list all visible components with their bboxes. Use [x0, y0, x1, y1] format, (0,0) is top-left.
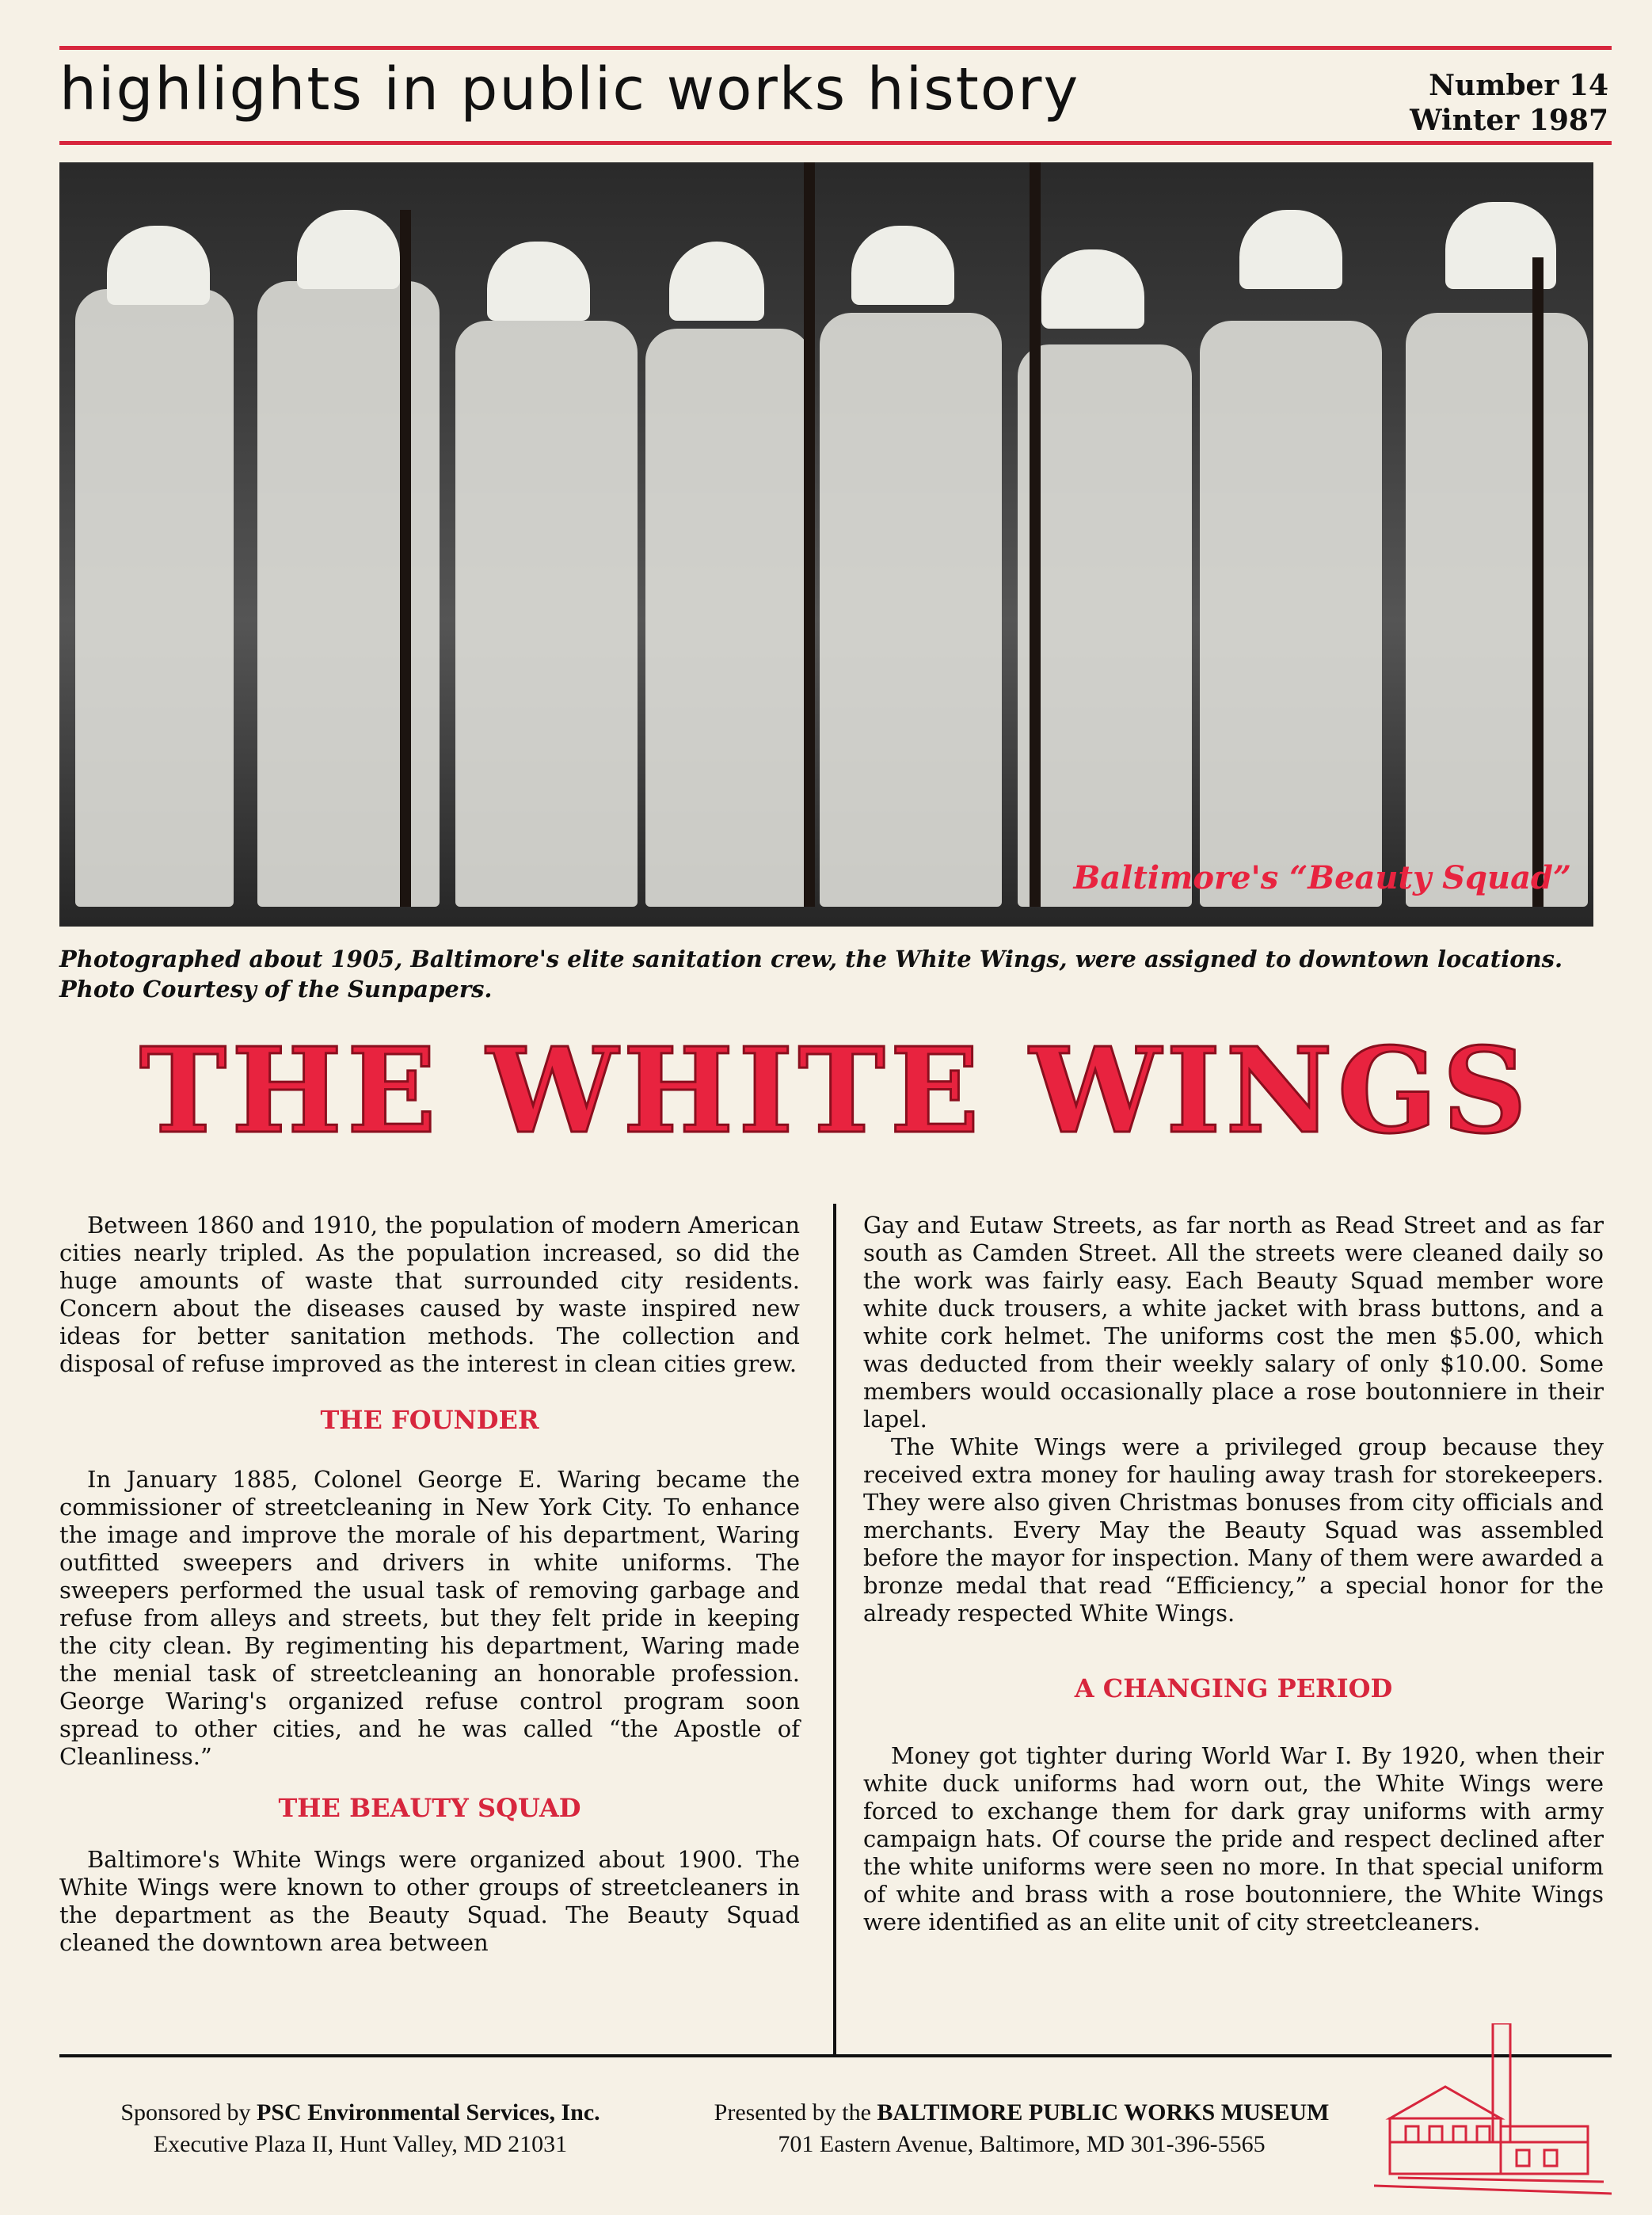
privilege-paragraph: The White Wings were a privileged group because they received extra money for hauling away trash for storekeepers. They were also given Christmas bonuses from city officials and merchants. Every May the Beauty Squad was assembled before the mayor for inspection. Many of them were awarded a bronze medal that read “Efficiency,” a special honor for the already respected White Wings. — [863, 1433, 1604, 1627]
museum-building-drawing — [1374, 2023, 1612, 2205]
left-column — [59, 1212, 800, 1957]
photo-label: Baltimore's “Beauty Squad” — [1073, 859, 1571, 896]
presenter-block — [665, 2097, 1378, 2160]
sponsor-name: PSC Environmental Services, Inc. — [257, 2099, 600, 2126]
issue-info — [1410, 68, 1608, 138]
section-heading-changing-period: A CHANGING PERIOD — [1074, 1673, 1393, 1703]
section-heading-founder: THE FOUNDER — [320, 1405, 539, 1435]
issue-number: Number 14 — [1429, 69, 1608, 102]
section-heading-beauty-squad: THE BEAUTY SQUAD — [278, 1793, 581, 1823]
issue-date: Winter 1987 — [1410, 104, 1608, 137]
uniform-paragraph: Gay and Eutaw Streets, as far north as Read Street and as far south as Camden Street. All the streets were cleaned daily so the work was fairly easy. Each Beauty Squad member wore white duck trousers, a white jacket with brass buttons, and a white cork helmet. The uniforms cost the men $5.00, which was deducted from their weekly salary of only $10.00. Some members would occasionally place a rose boutonniere in their lapel. — [863, 1212, 1604, 1433]
photo-credit: Photo Courtesy of the Sunpapers. — [59, 976, 493, 1003]
right-column — [863, 1212, 1604, 1936]
photo-caption — [59, 944, 1612, 1004]
changing-period-paragraph: Money got tighter during World War I. By 1920, when their white duck uniforms had worn out, the White Wings were forced to exchange them for dark gray uniforms with army campaign hats. Of course the pride and respect declined after the white uniforms were seen no more. In that special uniform of white and brass with a rose boutonniere, the White Wings were identified as an elite unit of city streetcleaners. — [863, 1742, 1604, 1935]
beauty-squad-paragraph: Baltimore's White Wings were organized about 1900. The White Wings were known to other groups of streetcleaners in the department as the Beauty Squad. The Beauty Squad cleaned the downtown area between — [59, 1846, 800, 1956]
intro-paragraph: Between 1860 and 1910, the population of modern American cities nearly tripled. As the population increased, so did the huge amounts of waste that surrounded city residents. Concern about the diseases caused by waste inspired new ideas for better sanitation methods. The collection and disposal of refuse improved as the interest in clean cities grew. — [59, 1212, 800, 1377]
column-divider — [833, 1204, 836, 2055]
sponsor-address: Executive Plaza II, Hunt Valley, MD 21031 — [153, 2131, 568, 2157]
sponsor-prefix: Sponsored by — [120, 2099, 251, 2126]
presenter-name: BALTIMORE PUBLIC WORKS MUSEUM — [877, 2099, 1330, 2126]
presenter-address: 701 Eastern Avenue, Baltimore, MD 301-396-5565 — [778, 2131, 1266, 2157]
photo-caption-line1: Photographed about 1905, Baltimore's elite sanitation crew, the White Wings, were assigned to downtown locations. — [59, 946, 1563, 972]
masthead-bottom-rule — [59, 141, 1612, 145]
masthead-top-rule — [59, 46, 1612, 50]
founder-paragraph: In January 1885, Colonel George E. Waring became the commissioner of streetcleaning in New York City. To enhance the image and improve the morale of his department, Waring outfitted sweepers and drivers in white uniforms. The sweepers performed the usual task of removing garbage and refuse from alleys and streets, but they felt pride in keeping the city clean. By regimenting his department, Waring made the menial task of streetcleaning an honorable profession. George Waring's organized refuse control program soon spread to other cities, and he was called “the Apostle of Cleanliness.” — [59, 1466, 800, 1770]
presenter-prefix: Presented by the — [714, 2099, 871, 2126]
article-title: THE WHITE WINGS — [139, 1022, 1532, 1159]
sponsor-block — [59, 2097, 661, 2160]
historic-photo — [59, 162, 1593, 927]
masthead-title: highlights in public works history — [59, 55, 1080, 124]
